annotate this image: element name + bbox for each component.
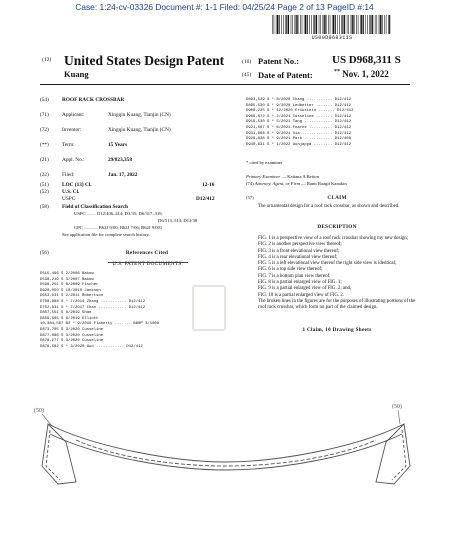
reference-citation: D857,551 S 8/2019 Shan (40, 311, 92, 316)
barcode-bar (342, 15, 343, 34)
ref-label-right: (50) (392, 404, 402, 410)
field-code: (21) (40, 157, 49, 163)
uspc-label: USPC (62, 196, 76, 202)
barcode-bar (300, 15, 301, 34)
reference-citation: D931,968 S * 9/2021 Xia ............. D12/412 (246, 131, 352, 136)
barcode-bar (313, 15, 314, 34)
search-history-note: See application file for complete search history. (62, 232, 150, 237)
description-heading: DESCRIPTION (317, 224, 357, 230)
reference-citation: D921,567 S * 6/2021 Fearce .......... D12/412 (246, 126, 352, 130)
date-value: Nov. 1, 2022 (342, 69, 389, 79)
field-code: (54) (40, 97, 49, 103)
attorney-code: (74) (246, 181, 254, 186)
crossbar-drawing (36, 382, 416, 494)
description-line: FIG. 5 is a left elevational view thereof the right side view is identical; (258, 261, 397, 267)
barcode-bar (325, 15, 326, 34)
field-code: (58) (40, 204, 49, 210)
reference-citation: 10,384,567 B2 * 9/2019 Flaherty ....... B60P 3/1008 (40, 322, 160, 327)
reference-citation: D653,031 S 2/2011 Robertson (40, 294, 104, 299)
barcode-bar (339, 15, 340, 34)
barcode-bar (333, 15, 334, 34)
primary-examiner (246, 174, 319, 179)
barcode-bar (297, 15, 298, 34)
barcode-bar (332, 15, 333, 34)
barcode-bar (369, 15, 370, 34)
primary-examiner-label: Primary Examiner (246, 174, 281, 179)
field-code: (**) (40, 142, 49, 148)
us-classification (40, 189, 79, 195)
field-of-search (40, 204, 128, 210)
barcode-bar (341, 15, 342, 34)
barcode-bar (366, 15, 367, 34)
barcode-bar (347, 15, 348, 34)
claim-heading: CLAIM (327, 195, 347, 201)
barcode-bar (380, 15, 381, 34)
barcode-number: US00D968311S (311, 35, 353, 41)
barcode-bar (279, 15, 280, 34)
barcode-bar (324, 15, 325, 34)
barcode-bar (353, 15, 354, 34)
barcode-bar (309, 15, 310, 34)
field-label: Field of Classification Search (62, 204, 128, 210)
barcode-bar (352, 15, 353, 34)
uspc-search: USPC ........ D12/406–414; D3/35; D6/317–319, (74, 211, 163, 216)
barcode-bar (360, 15, 361, 34)
barcode-bar (274, 15, 275, 34)
description-line: FIG. 7 is a bottom plan view thereof; (258, 273, 331, 279)
barcode-bar (379, 15, 380, 34)
barcode-bar (363, 15, 364, 34)
loc-value: 12-16 (202, 182, 215, 188)
cited-by-examiner-note: * cited by examiner (246, 160, 283, 165)
field-label: U.S. Cl. (62, 189, 80, 195)
reference-citation: D878,277 S 3/2020 Cusseline (40, 339, 104, 344)
reference-citation: D909,872 S * 2/2021 Cusseline ....... D12/412 (246, 114, 352, 119)
field-value: 15 Years (108, 142, 128, 148)
barcode-bar (330, 15, 331, 34)
barcode-bar (296, 15, 297, 34)
right-foot (376, 424, 410, 484)
barcode-bar (335, 15, 336, 34)
leader-line-right (398, 410, 400, 424)
barcode-bar (377, 15, 378, 34)
field-label: Term: (62, 142, 75, 148)
field-value: Xingqiu Kuang, Tianjin (CN) (108, 127, 171, 133)
barcode-bar (328, 15, 329, 34)
barcode-bar (285, 15, 286, 34)
field-inventor (40, 127, 171, 133)
patent-number: US D968,311 S (332, 54, 401, 66)
barcode-bar (305, 15, 306, 34)
barcode-bar (389, 15, 390, 34)
barcode-bar (344, 15, 345, 34)
reference-citation: D929,838 S * 9/2021 Park ............ D12/408 (246, 137, 352, 142)
reference-citation: D893,529 S * 8/2020 Chang ........... D12/412 (246, 98, 352, 102)
attorney-name: — Ranit Raagit Kanakin (301, 181, 347, 186)
barcode-bar (288, 15, 289, 34)
case-header: Case: 1:24-cv-03326 Document #: 1-1 Filed: 04/25/24 Page 2 of 13 PageID #:14 (75, 2, 374, 12)
patent-number-label: Patent No.: (258, 56, 300, 66)
barcode-bar (291, 15, 292, 34)
cpc-search: CPC ............ B62J 9/00; B62J 7/06; B62J 9/001 (74, 225, 163, 230)
reference-citation: D620,050 S 10/2010 Jackson (40, 288, 101, 293)
watermark-logo (192, 285, 226, 331)
reference-citation: D940,631 S * 1/2022 Gunjappa ........ D12/412 (246, 142, 352, 147)
date-of-patent-label: Date of Patent: (258, 70, 313, 80)
field-code: (71) (40, 112, 49, 118)
description-line: FIG. 10 is a partial enlarged view of FIG. 2. (258, 292, 345, 298)
description-line: FIG. 1 is a perspective view of a roof rack crossbar showing my new design; (258, 236, 409, 241)
attorney (246, 181, 347, 186)
barcode-bar (311, 15, 312, 34)
barcode-bar (386, 15, 387, 34)
barcode-bar (281, 15, 282, 34)
field-label: Appl. No.: (62, 157, 85, 163)
field-appl-no (40, 157, 132, 163)
field-value: ROOF RACK CROSSBAR (62, 97, 125, 103)
description-line: FIG. 4 is a rear elevational view thereof; (258, 254, 338, 260)
barcode-bar (319, 15, 320, 34)
barcode-bar (272, 15, 273, 34)
barcode-bar (384, 15, 385, 34)
uspc-value: D12/412 (196, 196, 215, 202)
barcode-bar (348, 15, 349, 34)
reference-citation: D873,705 S 3/2020 Cusseline (40, 328, 104, 332)
leader-line-left (42, 414, 52, 426)
reference-citation: D709,888 S * 7/2014 Zhang ........... D12/412 (40, 300, 146, 304)
title-rule (40, 84, 410, 85)
inid-code-45: (45) (242, 72, 252, 78)
reference-citation: D895,530 S * 9/2020 Ledbetter ....... D12/412 (246, 103, 352, 108)
barcode-bar (316, 15, 317, 34)
barcode-bar (277, 15, 278, 34)
barcode-bar (314, 15, 315, 34)
reference-citation: D877,086 S 3/2020 Cusseline (40, 333, 104, 338)
reference-citation: D538,219 S 3/2007 Bakow (40, 277, 94, 282)
reference-citation: D515,496 S 2/2006 Bakow (40, 272, 94, 276)
inid-code-12: (12) (42, 57, 52, 63)
barcode-bar (292, 15, 293, 34)
description-line: The broken lines in the figures are for the purposes of illustrating portions of the roof rack crossbar, which form no part of the claimed design. (258, 298, 416, 311)
date-of-patent (334, 69, 389, 79)
reference-citation: D906,225 S * 12/2020 Erikstein ....... D12/412 (246, 109, 354, 114)
barcode-bar (286, 15, 287, 34)
date-star: ** (334, 69, 340, 75)
field-applicant (40, 112, 171, 118)
field-term (40, 142, 127, 148)
reference-citation: D879,582 S * 3/2020 Guo ............ D12/412 (40, 344, 143, 349)
barcode-bar (372, 15, 373, 34)
description-line: FIG. 8 is a partial enlarged view of FIG. 1; (258, 280, 342, 286)
barcode-bar (351, 15, 352, 34)
field-label: LOC (13) Cl. (62, 182, 92, 188)
field-title (40, 97, 124, 103)
inid-code-10: (10) (242, 59, 252, 65)
barcode-bar (323, 15, 324, 34)
description-line: FIG. 2 is another perspective view thereof; (258, 242, 342, 248)
inventor-surname: Kuang (64, 69, 89, 79)
field-code: (52) (40, 189, 49, 195)
field-code: (72) (40, 127, 49, 133)
barcode-bar (370, 15, 371, 34)
barcode-bar (358, 15, 359, 34)
references-code: (56) (40, 250, 49, 256)
subheading-rule (108, 262, 188, 263)
barcode-bar (337, 15, 338, 34)
reference-citation: D919,530 S * 5/2021 Tang ............ D12/412 (246, 120, 352, 125)
barcode-bar (283, 15, 284, 34)
barcode-bar (388, 15, 389, 34)
patent-type-title: United States Design Patent (64, 53, 225, 68)
barcode-bar (295, 15, 296, 34)
reference-citation: D598,251 S 8/2009 Fischer (40, 283, 99, 288)
field-filed (40, 172, 137, 178)
field-code: (22) (40, 172, 49, 178)
field-label: Inventor: (62, 127, 82, 133)
field-label: Applicant: (62, 112, 85, 118)
crossbar-upper-edge (48, 424, 404, 462)
loc-classification (40, 182, 92, 188)
crossbar-lower-edge (50, 434, 402, 470)
barcode-bar (276, 15, 277, 34)
barcode-bar (304, 15, 305, 34)
barcode-bar (302, 15, 303, 34)
references-heading: References Cited (125, 250, 169, 256)
description-line: FIG. 3 is a front elevational view thereof; (258, 248, 340, 254)
reference-citation: D859,565 S 8/2019 Elliott (40, 316, 99, 321)
barcode-bar (375, 15, 376, 34)
field-value: 29/823,358 (108, 157, 132, 163)
reference-citation: D752,831 S * 7/2017 Chan ............ D12/412 (40, 305, 146, 310)
barcode-bar (367, 15, 368, 34)
barcode-bar (307, 15, 308, 34)
left-foot (42, 424, 76, 484)
field-code: (51) (40, 182, 49, 188)
barcode-bar (361, 15, 362, 34)
barcode-bar (381, 15, 382, 34)
claim-code: (57) (246, 195, 254, 200)
attorney-label: Attorney, Agent, or Firm (254, 181, 300, 186)
barcode-bar (356, 15, 357, 34)
barcode (272, 15, 392, 34)
primary-examiner-name: — Katiana A Betton (281, 174, 319, 179)
ref-label-left: (50) (34, 408, 44, 414)
us-patent-documents-heading: U.S. PATENT DOCUMENTS (112, 261, 182, 267)
claims-drawing-count: 1 Claim, 10 Drawing Sheets (302, 327, 372, 333)
field-value: Xingqiu Kuang, Tianjin (CN) (108, 112, 171, 118)
field-value: Jan. 17, 2022 (108, 172, 138, 178)
description-line: FIG. 9 is a partial enlarged view of FIG. 2; and, (258, 286, 352, 292)
description-line: FIG. 6 is a top side view thereof; (258, 267, 323, 273)
barcode-bar (320, 15, 321, 34)
description-body (258, 236, 416, 312)
claim-text: The ornamental design for a roof rack crossbar, as shown and described. (258, 204, 400, 209)
field-label: Filed: (62, 172, 75, 178)
uspc-search-cont: D6/513–514; D12/38 (158, 218, 198, 223)
